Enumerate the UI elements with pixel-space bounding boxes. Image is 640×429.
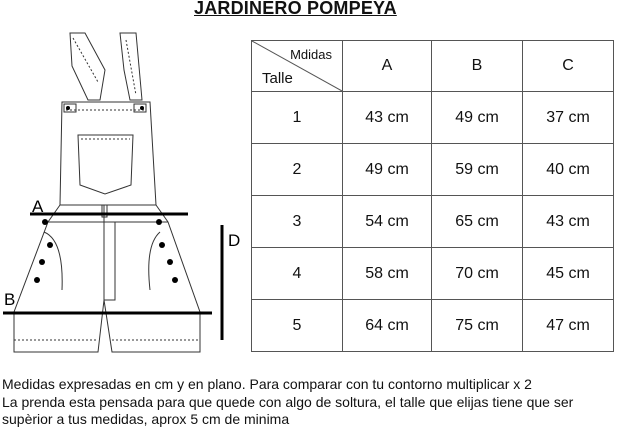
- note-line-1: Medidas expresadas en cm y en plano. Para comparar con tu contorno multiplicar x 2: [2, 376, 532, 392]
- note-line-3: supèrior a tus medidas, aprox 5 cm de minima: [2, 411, 290, 427]
- note-line-2: La prenda esta pensada para que quede con algo de soltura, el talle que elijas tiene que ser: [2, 394, 574, 410]
- table-row: [252, 248, 614, 300]
- label-a: A: [32, 197, 44, 216]
- talle-cell: 2: [252, 144, 343, 196]
- corner-top-label: Mdidas: [290, 47, 332, 62]
- b-cell: 75 cm: [432, 300, 523, 352]
- a-cell: 49 cm: [343, 144, 432, 196]
- column-header-a: A: [343, 41, 432, 92]
- label-b: B: [4, 290, 16, 309]
- table-row: [252, 144, 614, 196]
- talle-cell: 4: [252, 248, 343, 300]
- b-cell: 49 cm: [432, 92, 523, 144]
- table-row: [252, 196, 614, 248]
- corner-cell: [252, 41, 343, 92]
- overalls-diagram: [0, 24, 250, 364]
- column-header-b: B: [432, 41, 523, 92]
- size-table: [251, 40, 614, 352]
- a-cell: 64 cm: [343, 300, 432, 352]
- column-header-c: C: [523, 41, 614, 92]
- c-cell: 43 cm: [523, 196, 614, 248]
- page-title: JARDINERO POMPEYA: [194, 0, 397, 18]
- talle-cell: 5: [252, 300, 343, 352]
- c-cell: 47 cm: [523, 300, 614, 352]
- c-cell: 37 cm: [523, 92, 614, 144]
- b-cell: 65 cm: [432, 196, 523, 248]
- c-cell: 40 cm: [523, 144, 614, 196]
- c-cell: 45 cm: [523, 248, 614, 300]
- table-header-row: [252, 41, 614, 92]
- talle-cell: 3: [252, 196, 343, 248]
- a-cell: 58 cm: [343, 248, 432, 300]
- talle-cell: 1: [252, 92, 343, 144]
- a-cell: 54 cm: [343, 196, 432, 248]
- table-row: [252, 92, 614, 144]
- b-cell: 59 cm: [432, 144, 523, 196]
- a-cell: 43 cm: [343, 92, 432, 144]
- corner-bottom-label: Talle: [262, 70, 293, 87]
- b-cell: 70 cm: [432, 248, 523, 300]
- table-row: [252, 300, 614, 352]
- label-d: D: [228, 231, 241, 250]
